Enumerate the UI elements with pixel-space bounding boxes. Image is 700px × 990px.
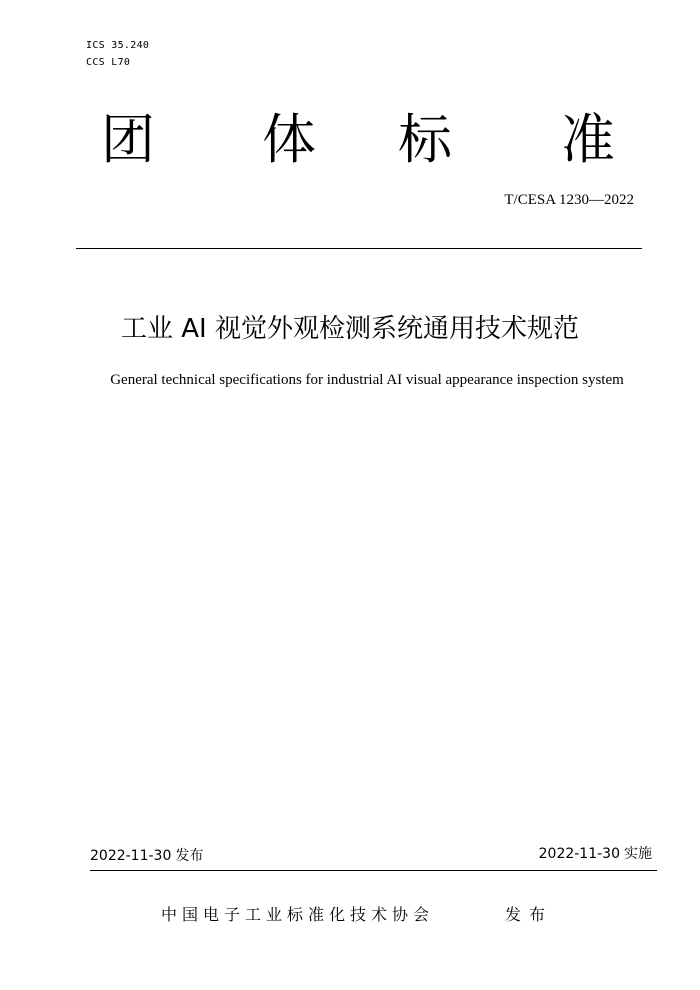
standard-type-char-4: 准 — [561, 108, 615, 171]
implement-label: 实施 — [624, 846, 652, 862]
standard-type-char-2: 体 — [262, 108, 316, 171]
standard-type-char-3: 标 — [398, 108, 452, 171]
publisher-name: 中国电子工业标准化技术协会 — [161, 905, 435, 924]
ics-code: ICS 35.240 — [86, 40, 150, 51]
publish-date-line — [90, 845, 203, 865]
implement-date-line — [539, 843, 652, 863]
title-english: General technical specifications for industrial AI visual appearance inspection system — [110, 372, 624, 388]
bottom-divider — [90, 870, 657, 871]
standard-number: T/CESA 1230—2022 — [504, 192, 634, 208]
implement-date: 2022-11-30 — [538, 846, 620, 862]
publish-date: 2022-11-30 — [90, 848, 172, 864]
standard-type-char-1: 团 — [101, 108, 155, 171]
ccs-code: CCS L70 — [86, 57, 131, 68]
top-divider — [76, 248, 642, 249]
publish-word: 发布 — [505, 905, 554, 924]
publish-label: 发布 — [175, 848, 204, 864]
classification-codes — [86, 37, 149, 71]
title-chinese: 工业 AI 视觉外观检测系统通用技术规范 — [121, 314, 579, 344]
